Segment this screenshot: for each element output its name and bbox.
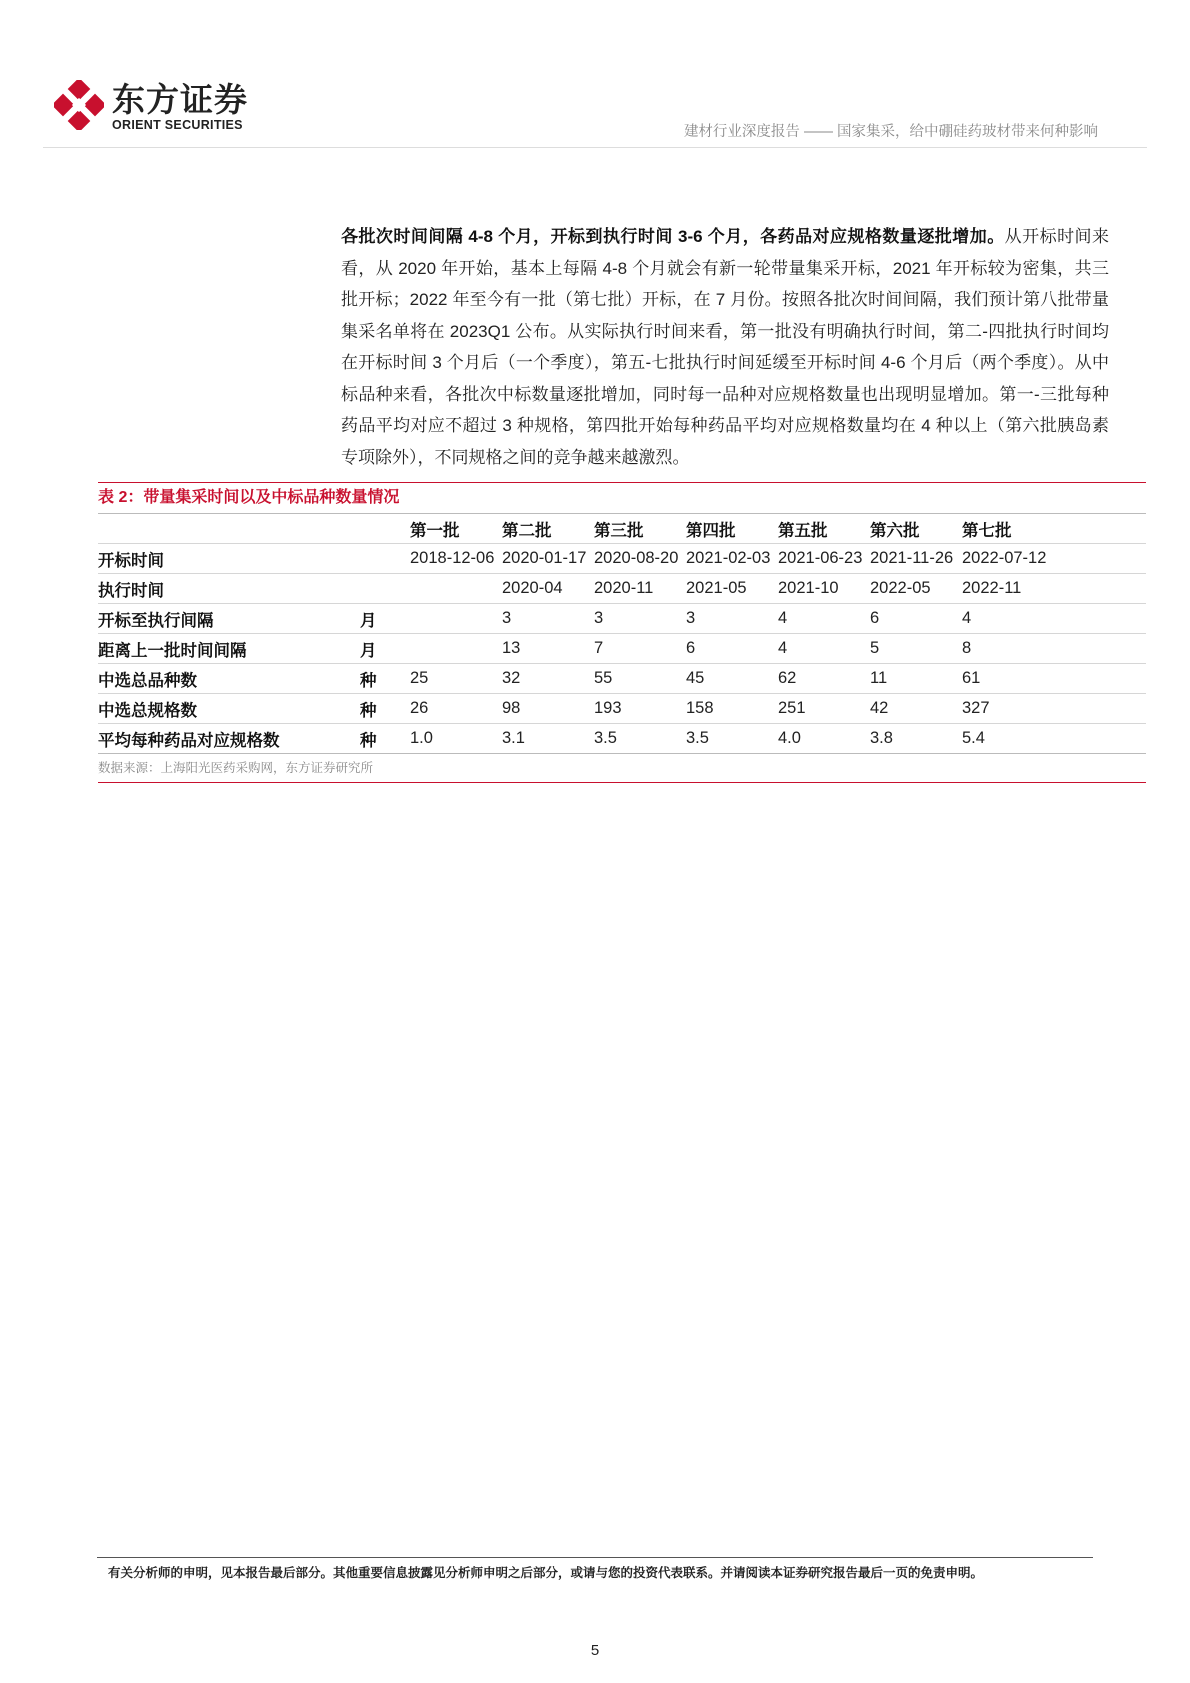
table-cell: 2021-11-26 — [870, 544, 962, 574]
column-header: 第二批 — [502, 514, 594, 544]
row-label: 中选总品种数 — [98, 664, 360, 694]
logo-wordmark — [112, 82, 248, 132]
table-cell: 158 — [686, 694, 778, 724]
table-cell: 2022-11 — [962, 574, 1146, 604]
table-cell: 327 — [962, 694, 1146, 724]
table-cell: 25 — [410, 664, 502, 694]
table-row — [98, 574, 1146, 604]
table-cell: 45 — [686, 664, 778, 694]
table-cell: 2020-08-20 — [594, 544, 686, 574]
column-header: 第七批 — [962, 514, 1146, 544]
table-row — [98, 604, 1146, 634]
row-unit: 月 — [360, 634, 410, 664]
table-cell: 4.0 — [778, 724, 870, 754]
table-cell: 2021-05 — [686, 574, 778, 604]
table-cell: 2018-12-06 — [410, 544, 502, 574]
table-row — [98, 664, 1146, 694]
row-label: 中选总规格数 — [98, 694, 360, 724]
table-cell: 55 — [594, 664, 686, 694]
table-cell: 5.4 — [962, 724, 1146, 754]
row-unit: 种 — [360, 694, 410, 724]
footer-divider — [97, 1557, 1093, 1558]
row-unit: 种 — [360, 664, 410, 694]
table-cell: 62 — [778, 664, 870, 694]
table-cell: 5 — [870, 634, 962, 664]
table-cell: 2021-10 — [778, 574, 870, 604]
table-cell: 1.0 — [410, 724, 502, 754]
table-row — [98, 694, 1146, 724]
table-cell: 11 — [870, 664, 962, 694]
table-cell: 3 — [594, 604, 686, 634]
table-cell — [410, 634, 502, 664]
column-header: 第四批 — [686, 514, 778, 544]
table-cell — [410, 574, 502, 604]
row-unit — [360, 544, 410, 574]
table-cell: 3.8 — [870, 724, 962, 754]
table-row — [98, 634, 1146, 664]
row-unit: 月 — [360, 604, 410, 634]
header-unit-blank — [360, 514, 410, 544]
table-cell: 2022-05 — [870, 574, 962, 604]
table-cell: 6 — [870, 604, 962, 634]
orient-securities-logo-icon — [54, 80, 104, 130]
column-header: 第五批 — [778, 514, 870, 544]
table-cell: 4 — [962, 604, 1146, 634]
procurement-table-block — [98, 482, 1146, 783]
table-cell: 3.5 — [594, 724, 686, 754]
table-cell: 2020-01-17 — [502, 544, 594, 574]
table-cell: 13 — [502, 634, 594, 664]
table-cell: 7 — [594, 634, 686, 664]
row-label: 开标至执行间隔 — [98, 604, 360, 634]
table-cell: 42 — [870, 694, 962, 724]
table-cell: 2020-11 — [594, 574, 686, 604]
row-unit: 种 — [360, 724, 410, 754]
column-header: 第一批 — [410, 514, 502, 544]
table-cell: 3 — [686, 604, 778, 634]
table-cell: 4 — [778, 604, 870, 634]
report-title: 建材行业深度报告 —— 国家集采，给中硼硅药玻材带来何种影响 — [683, 124, 1098, 140]
table-bottom-rule — [98, 782, 1146, 783]
table-cell: 4 — [778, 634, 870, 664]
table-cell: 2021-02-03 — [686, 544, 778, 574]
table-header-row — [98, 514, 1146, 544]
paragraph-body: 从开标时间来看，从 2020 年开始，基本上每隔 4-8 个月就会有新一轮带量集采开标，2021 年开标较为密集，共三批开标；2022 年至今有一批（第七批）开标，在 7 月份。按照各批次时间间隔，我们预计第八批带量集采名单将在 2023Q1 公布。从实际执行时间来看，第一批没有明确执行时间，第二-四批执行时间均在开标时间 3 个月后（一个季度），第五-七批执行时间延缓至开标时间 4-6 个月后（两个季度）。从中标品种来看，各批次中标数量逐批增加，同时每一品种对应规格数量也出现明显增加。第一-三批每种药品平均对应不超过 3 种规格，第四批开始每种药品平均对应规格数量均在 4 种以上（第六批胰岛素专项除外），不同规格之间的竞争越来越激烈。 — [341, 227, 1109, 467]
column-header: 第六批 — [870, 514, 962, 544]
table-row — [98, 544, 1146, 574]
row-label: 距离上一批时间间隔 — [98, 634, 360, 664]
table-cell: 251 — [778, 694, 870, 724]
table-cell: 2020-04 — [502, 574, 594, 604]
table-cell: 61 — [962, 664, 1146, 694]
table-cell: 8 — [962, 634, 1146, 664]
table-source-note: 数据来源：上海阳光医药采购网，东方证券研究所 — [98, 761, 374, 775]
table-cell: 3.1 — [502, 724, 594, 754]
row-label: 执行时间 — [98, 574, 360, 604]
table-cell: 32 — [502, 664, 594, 694]
footer-disclaimer: 有关分析师的申明，见本报告最后部分。其他重要信息披露见分析师申明之后部分，或请与您的投资代表联系。并请阅读本证券研究报告最后一页的免责申明。 — [108, 1566, 984, 1580]
row-unit — [360, 574, 410, 604]
header-divider — [43, 147, 1147, 148]
table-cell — [410, 604, 502, 634]
table-cell: 6 — [686, 634, 778, 664]
table-row — [98, 724, 1146, 754]
logo-chinese-name: 东方证券 — [112, 81, 248, 118]
paragraph-lead: 各批次时间间隔 4-8 个月，开标到执行时间 3-6 个月，各药品对应规格数量逐批增加。 — [341, 227, 1005, 246]
column-header: 第三批 — [594, 514, 686, 544]
header-blank — [98, 514, 360, 544]
table-cell: 2022-07-12 — [962, 544, 1146, 574]
procurement-table — [98, 514, 1146, 754]
row-label: 开标时间 — [98, 544, 360, 574]
table-cell: 98 — [502, 694, 594, 724]
row-label: 平均每种药品对应规格数 — [98, 724, 360, 754]
table-cell: 3 — [502, 604, 594, 634]
table-cell: 193 — [594, 694, 686, 724]
table-cell: 26 — [410, 694, 502, 724]
table-cell: 3.5 — [686, 724, 778, 754]
analysis-paragraph — [341, 221, 1109, 473]
logo-english-name: ORIENT SECURITIES — [112, 118, 243, 132]
table-cell: 2021-06-23 — [778, 544, 870, 574]
page-number: 5 — [590, 1642, 600, 1659]
table-title: 表 2：带量集采时间以及中标品种数量情况 — [98, 489, 400, 506]
